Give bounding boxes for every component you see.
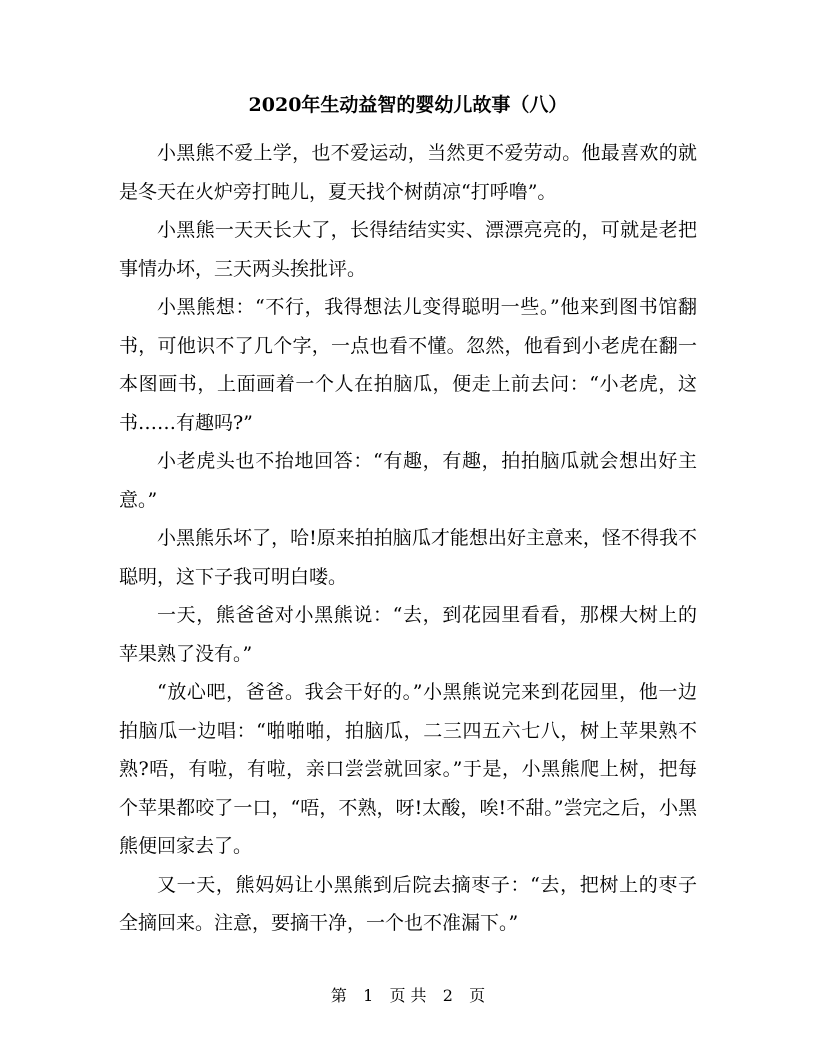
paragraph: 小黑熊不爱上学，也不爱运动，当然更不爱劳动。他最喜欢的就是冬天在火炉旁打盹儿，夏天找个树荫凉“打呼噜”。 bbox=[119, 142, 697, 203]
paragraph: “放心吧，爸爸。我会干好的。”小黑熊说完来到花园里，他一边拍脑瓜一边唱：“啪啪啪，拍脑瓜，二三四五六七八，树上苹果熟不熟?唔，有啦，有啦，亲口尝尝就回家。”于是，小黑熊爬上树，把每个苹果都咬了一口，“唔，不熟，呀!太酸，唉!不甜。”尝完之后，小黑熊便回家去了。 bbox=[119, 681, 697, 857]
footer-page-suffix: 页 bbox=[469, 986, 486, 1005]
footer-total-pages: 2 bbox=[442, 986, 453, 1005]
page-title: 2020年生动益智的婴幼儿故事（八） bbox=[248, 94, 568, 116]
page-footer bbox=[0, 985, 816, 1007]
footer-page-mid: 页 共 bbox=[389, 986, 427, 1005]
footer-page-number: 1 bbox=[363, 986, 374, 1005]
paragraph: 又一天，熊妈妈让小黑熊到后院去摘枣子：“去，把树上的枣子全摘回来。注意，要摘干净，一个也不准漏下。” bbox=[119, 873, 697, 934]
paragraph: 小老虎头也不抬地回答：“有趣，有趣，拍拍脑瓜就会想出好主意。” bbox=[119, 450, 697, 511]
footer-page-prefix: 第 bbox=[330, 986, 347, 1005]
paragraph: 小黑熊一天天长大了，长得结结实实、漂漂亮亮的，可就是老把事情办坏，三天两头挨批评。 bbox=[119, 219, 697, 280]
paragraph: 小黑熊乐坏了，哈!原来拍拍脑瓜才能想出好主意来，怪不得我不聪明，这下子我可明白喽。 bbox=[119, 527, 697, 588]
paragraph: 一天，熊爸爸对小黑熊说：“去，到花园里看看，那棵大树上的苹果熟了没有。” bbox=[119, 604, 697, 665]
paragraph: 小黑熊想：“不行，我得想法儿变得聪明一些。”他来到图书馆翻书，可他识不了几个字，一点也看不懂。忽然，他看到小老虎在翻一本图画书，上面画着一个人在拍脑瓜，便走上前去问：“小老虎，这书……有趣吗?” bbox=[119, 296, 697, 434]
story-body bbox=[119, 134, 697, 943]
